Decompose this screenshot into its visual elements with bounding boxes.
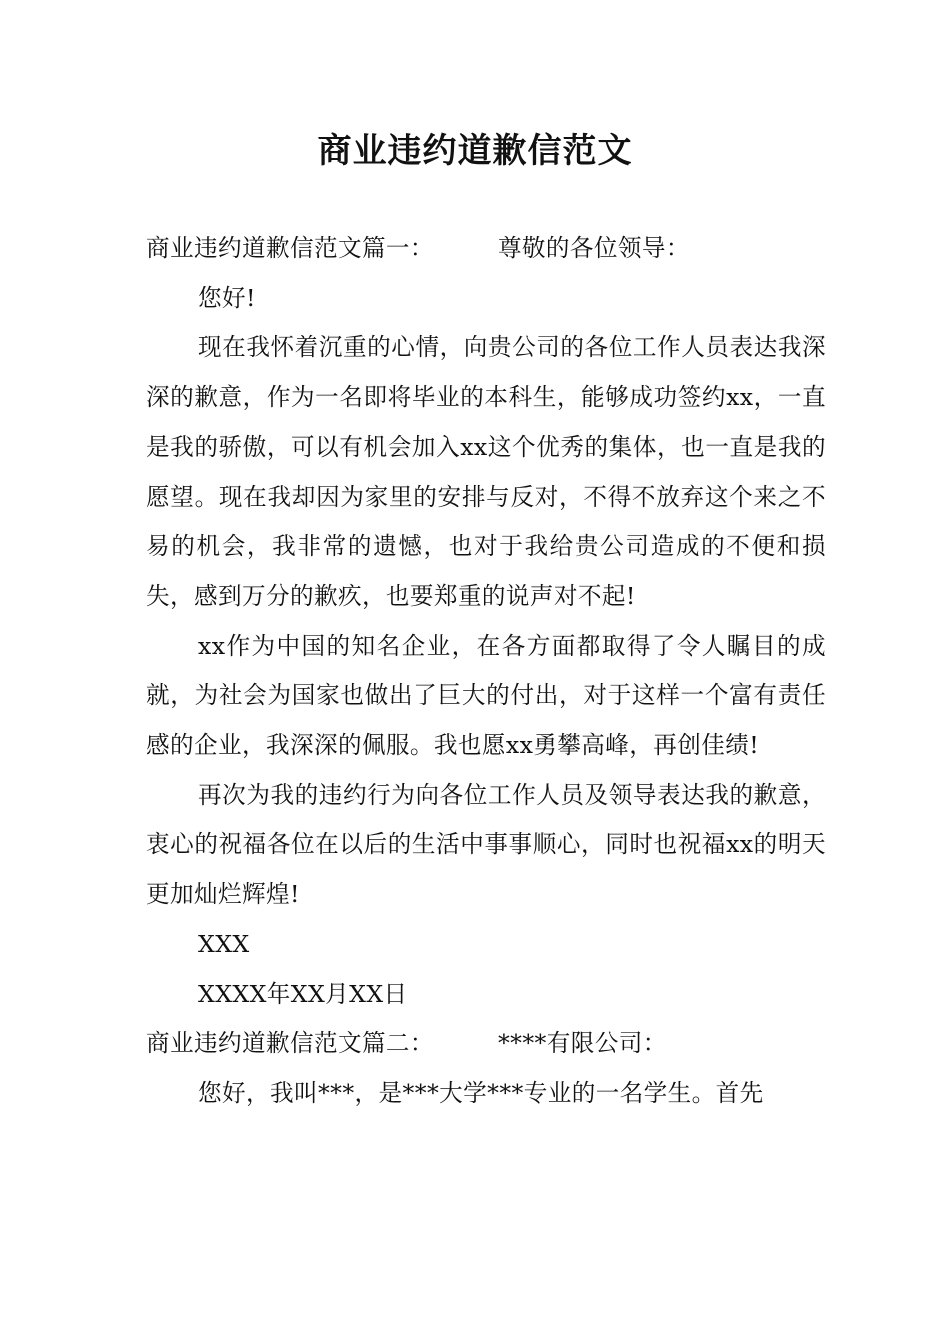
letter1-paragraph-3: 再次为我的违约行为向各位工作人员及领导表达我的歉意，衷心的祝福各位在以后的生活中事事顺心，同时也祝福xx的明天更加灿烂辉煌! bbox=[146, 780, 826, 909]
letter2-heading-line bbox=[146, 1019, 826, 1069]
document-title: 商业违约道歉信范文 bbox=[317, 131, 633, 171]
letter1-signature: XXX bbox=[198, 929, 250, 958]
letter1-paragraph-2: xx作为中国的知名企业，在各方面都取得了令人瞩目的成就，为社会为国家也做出了巨大的付出，对于这样一个富有责任感的企业，我深深的佩服。我也愿xx勇攀高峰，再创佳绩! bbox=[146, 631, 826, 760]
letter1-date: XXXX年XX月XX日 bbox=[198, 979, 408, 1008]
letter2-paragraph-1: 您好，我叫***，是***大学***专业的一名学生。首先 bbox=[198, 1078, 764, 1107]
letter1-greeting: 您好! bbox=[198, 283, 256, 312]
letter2-heading: 商业违约道歉信范文篇二： bbox=[146, 1029, 434, 1058]
letter1-paragraph-1: 现在我怀着沉重的心情，向贵公司的各位工作人员表达我深深的歉意，作为一名即将毕业的本科生，能够成功签约xx，一直是我的骄傲，可以有机会加入xx这个优秀的集体，也一直是我的愿望。现在我却因为家里的安排与反对，不得不放弃这个来之不易的机会，我非常的遗憾，也对于我给贵公司造成的不便和损失，感到万分的歉疚，也要郑重的说声对不起! bbox=[146, 333, 826, 610]
letter1-heading-line bbox=[146, 224, 826, 274]
document-body bbox=[146, 224, 826, 1119]
letter1-heading: 商业违约道歉信范文篇一： bbox=[146, 234, 434, 262]
letter1-salutation: 尊敬的各位领导： bbox=[497, 234, 690, 262]
letter2-salutation: ****有限公司： bbox=[497, 1029, 667, 1058]
